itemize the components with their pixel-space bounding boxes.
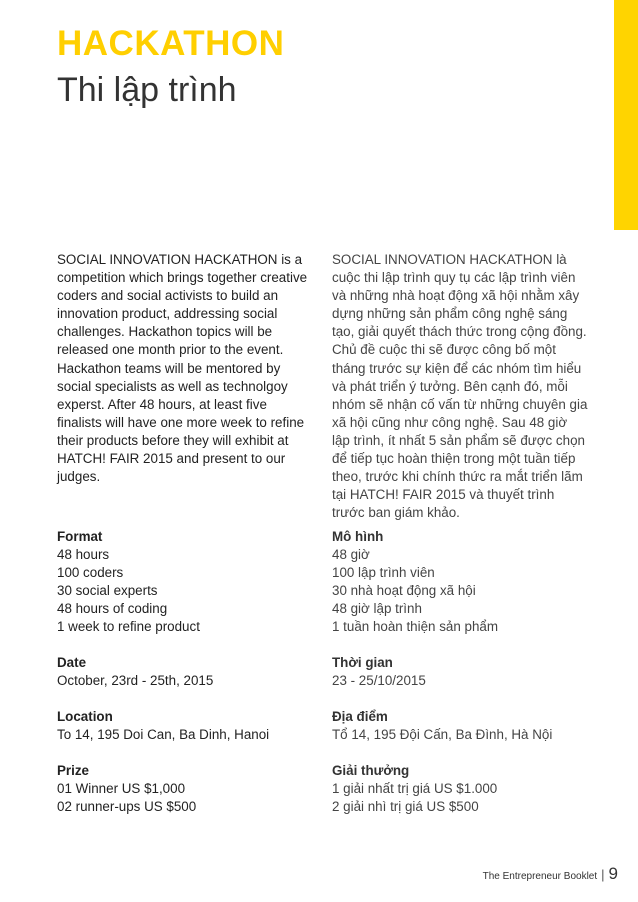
page-number: 9 xyxy=(608,864,618,883)
booklet-name: The Entrepreneur Booklet xyxy=(482,871,598,882)
format-heading-vi: Mô hình xyxy=(332,529,384,544)
format-section xyxy=(57,528,317,636)
format-line-vi: 48 giờ lập trình xyxy=(332,601,422,616)
location-line: To 14, 195 Doi Can, Ba Dinh, Hanoi xyxy=(57,727,270,742)
format-heading: Format xyxy=(57,529,103,544)
intro-english: SOCIAL INNOVATION HACKATHON is a competition which brings together creative coders and social activists to build an innovation product, addressing social challenges. Hackathon topics will be released one month prior to the event. Hackathon teams will be mentored by social specialists as well as technolgoy experst. After 48 hours, at least five finalists will have one more week to refine their products before they will exhibit at HATCH! FAIR 2015 and present to our judges. xyxy=(57,252,308,485)
footer-separator: | xyxy=(601,867,605,882)
date-line-vi: 23 - 25/10/2015 xyxy=(332,673,426,688)
format-line-vi: 48 giờ xyxy=(332,547,370,562)
intro-vietnamese: SOCIAL INNOVATION HACKATHON là cuộc thi lập trình quy tụ các lập trình viên và những nhà hoạt động xã hội nhằm xây dựng những sản phẩm công nghệ sáng tạo, giải quyết thách thức trong cộng đồng. Chủ đề cuộc thi sẽ được công bố một tháng trước sự kiện để các nhóm tìm hiểu và phát triển ý tưởng. Bên cạnh đó, mỗi nhóm sẽ nhận cố vấn từ những chuyên gia xã hội cũng như công nghệ. Sau 48 giờ lập trình, ít nhất 5 sản phẩm sẽ được chọn để tiếp tục hoàn thiện trong một tuần tiếp theo, trước khi chính thức ra mắt triển lãm tại HATCH! FAIR 2015 và thuyết trình trước ban giám khảo. xyxy=(332,252,588,521)
format-line-vi: 30 nhà hoạt động xã hội xyxy=(332,583,476,598)
page-title: HACKATHON xyxy=(57,24,285,63)
prize-section xyxy=(57,762,317,816)
details-english xyxy=(57,528,317,834)
prize-line: 02 runner-ups US $500 xyxy=(57,799,197,814)
date-section xyxy=(57,654,317,690)
format-line-vi: 100 lập trình viên xyxy=(332,565,435,580)
prize-line-vi: 1 giải nhất trị giá US $1.000 xyxy=(332,781,498,796)
format-line-vi: 1 tuần hoàn thiện sản phẩm xyxy=(332,619,499,634)
date-heading-vi: Thời gian xyxy=(332,655,393,670)
location-section xyxy=(57,708,317,744)
date-section-vi xyxy=(332,654,592,690)
page-footer xyxy=(483,864,618,884)
format-section-vi xyxy=(332,528,592,636)
format-line: 48 hours xyxy=(57,547,110,562)
date-heading: Date xyxy=(57,655,87,670)
prize-line-vi: 2 giải nhì trị giá US $500 xyxy=(332,799,479,814)
prize-section-vi xyxy=(332,762,592,816)
prize-line: 01 Winner US $1,000 xyxy=(57,781,186,796)
prize-heading-vi: Giải thưởng xyxy=(332,763,410,778)
format-line: 1 week to refine product xyxy=(57,619,200,634)
format-line: 48 hours of coding xyxy=(57,601,168,616)
prize-heading: Prize xyxy=(57,763,90,778)
format-line: 100 coders xyxy=(57,565,124,580)
date-line: October, 23rd - 25th, 2015 xyxy=(57,673,214,688)
location-section-vi xyxy=(332,708,592,744)
location-line-vi: Tổ 14, 195 Đội Cấn, Ba Đình, Hà Nội xyxy=(332,727,553,742)
details-vietnamese xyxy=(332,528,592,834)
location-heading: Location xyxy=(57,709,113,724)
accent-bar xyxy=(614,0,638,230)
format-line: 30 social experts xyxy=(57,583,158,598)
location-heading-vi: Địa điểm xyxy=(332,709,388,724)
page-subtitle: Thi lập trình xyxy=(57,71,237,109)
